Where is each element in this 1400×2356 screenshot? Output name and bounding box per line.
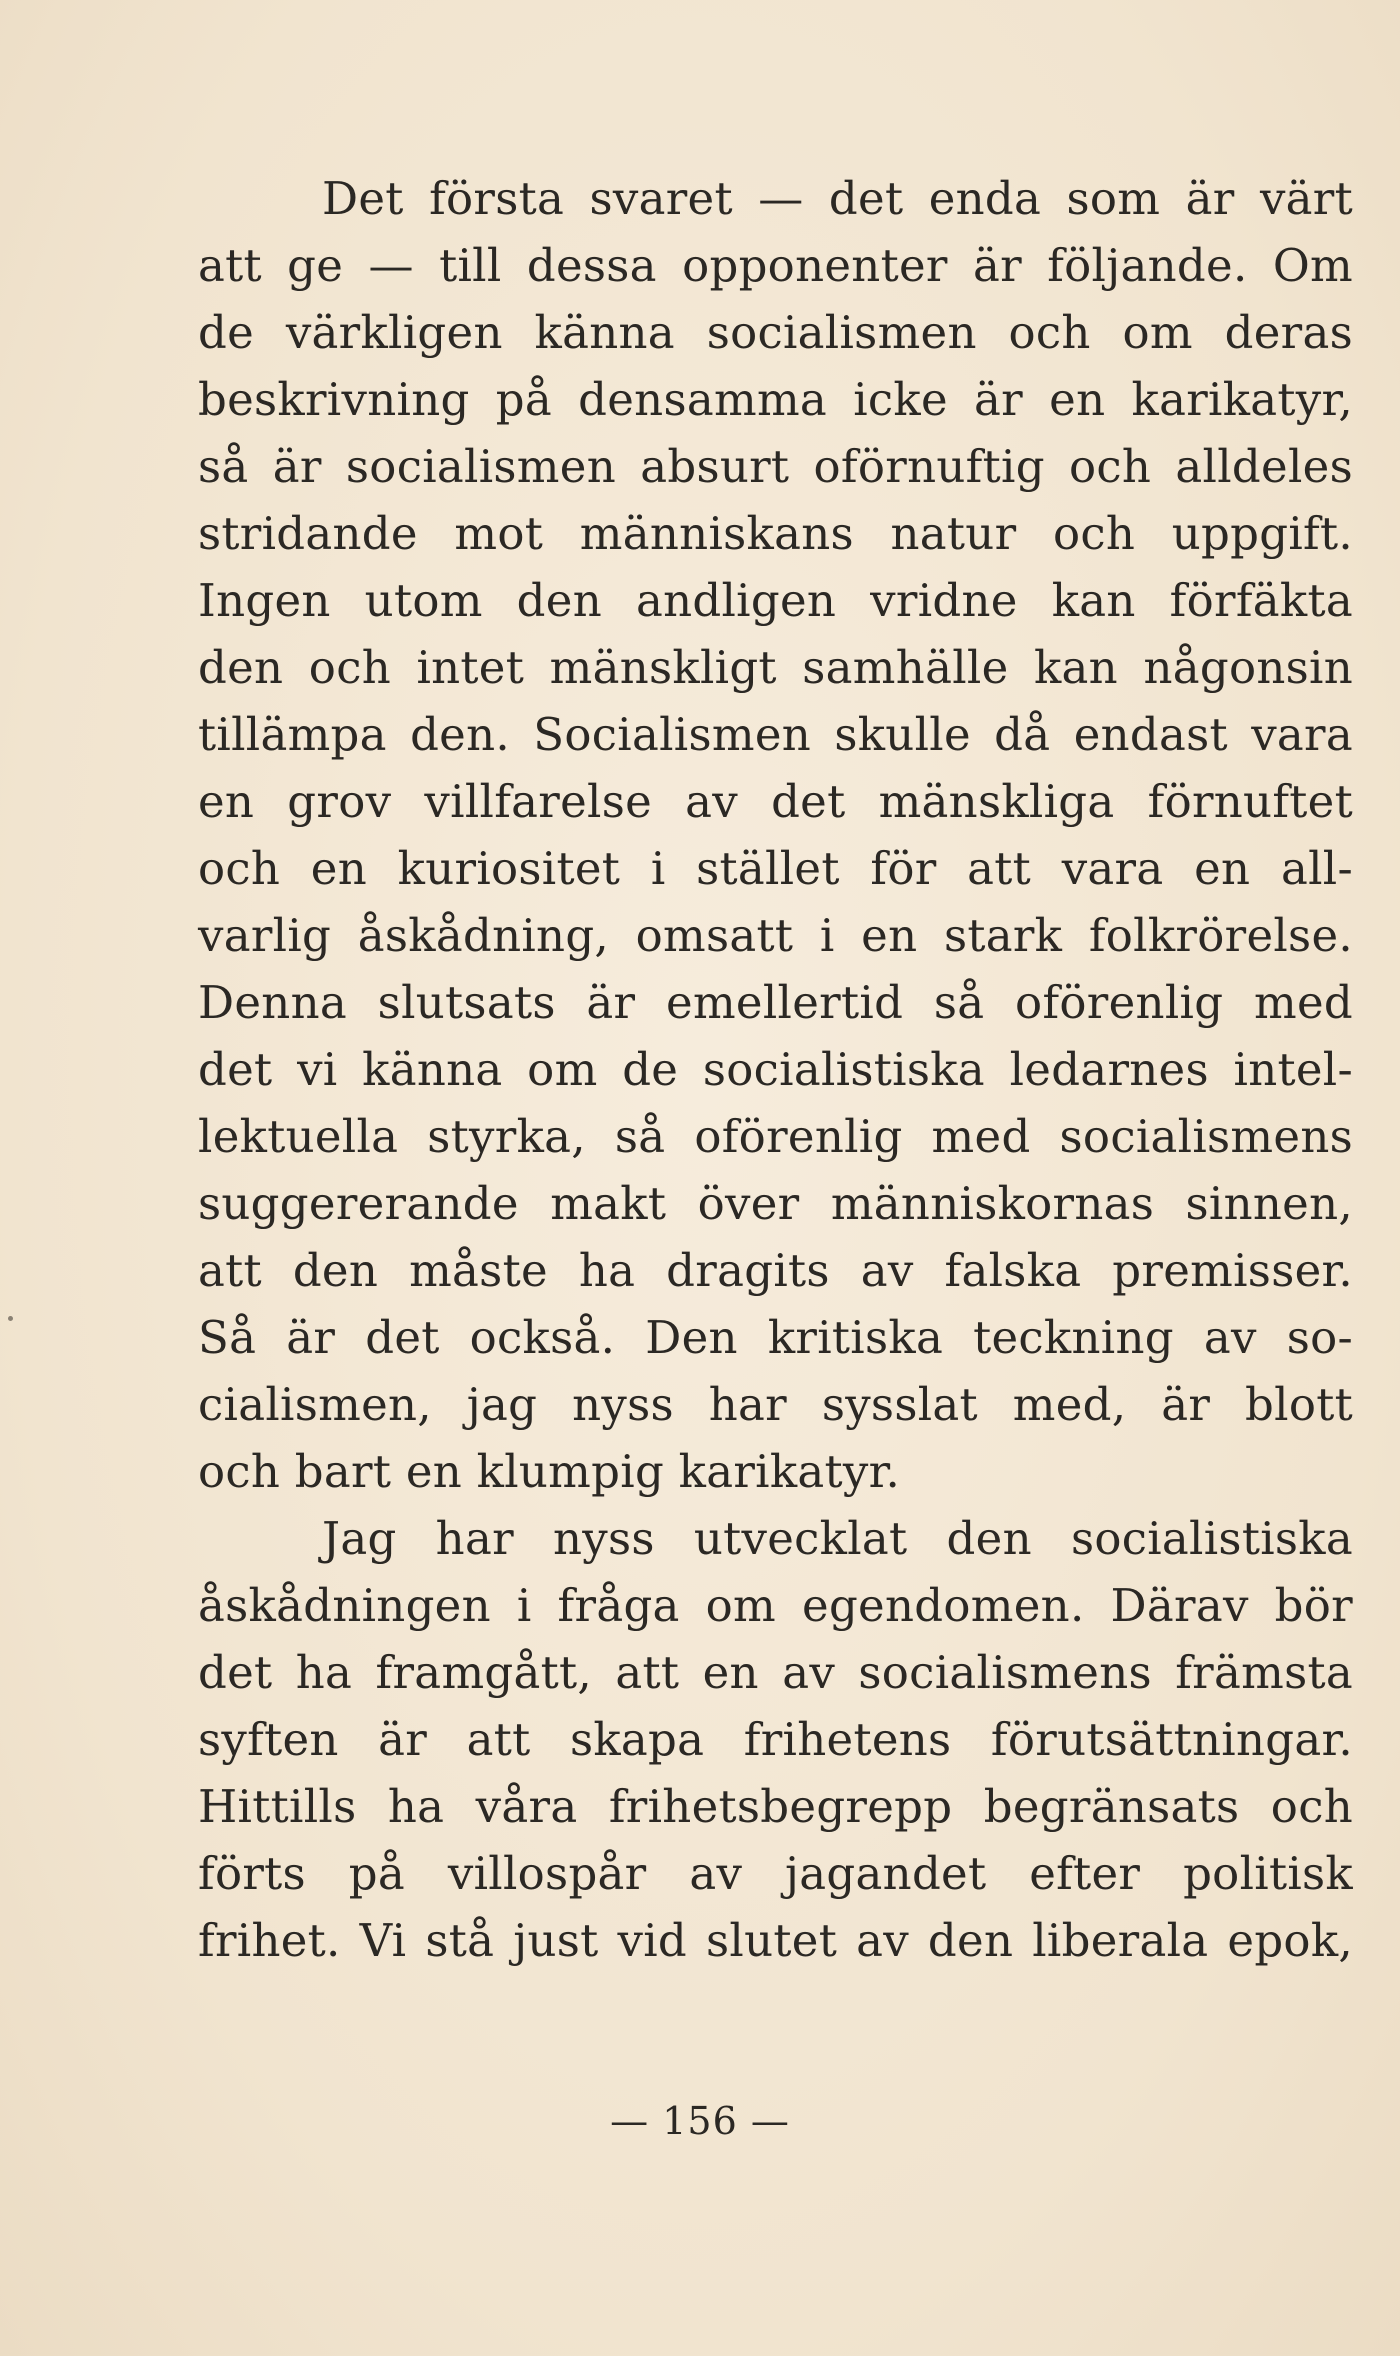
text-line: Hittills ha våra frihetsbegrepp begränsats och bbox=[198, 1780, 1353, 1833]
text-line: Ingen utom den andligen vridne kan förfäkta bbox=[198, 574, 1353, 627]
text-line: tillämpa den. Socialismen skulle då endast vara bbox=[198, 708, 1353, 761]
text-line: suggererande makt över människornas sinnen, bbox=[198, 1177, 1353, 1230]
text-line: syften är att skapa frihetens förutsättningar. bbox=[198, 1713, 1353, 1766]
text-line: Det första svaret — det enda som är värt bbox=[322, 172, 1353, 225]
text-line: att den måste ha dragits av falska premisser. bbox=[198, 1244, 1353, 1297]
text-line: den och intet mänskligt samhälle kan någonsin bbox=[198, 641, 1353, 694]
text-line: så är socialismen absurt oförnuftig och alldeles bbox=[198, 440, 1353, 493]
text-line: stridande mot människans natur och uppgift. bbox=[198, 507, 1353, 560]
text-line: och en kuriositet i stället för att vara en all- bbox=[198, 842, 1353, 895]
text-line: lektuella styrka, så oförenlig med socialismens bbox=[198, 1110, 1353, 1163]
body-text bbox=[198, 165, 1353, 1974]
text-line: Så är det också. Den kritiska teckning av so- bbox=[198, 1311, 1353, 1364]
page-number: — 156 — bbox=[610, 2099, 790, 2143]
text-line: Jag har nyss utvecklat den socialistiska bbox=[322, 1512, 1353, 1565]
text-line: åskådningen i fråga om egendomen. Därav bör bbox=[198, 1579, 1353, 1632]
text-line: och bart en klumpig karikatyr. bbox=[198, 1445, 901, 1498]
text-line: varlig åskådning, omsatt i en stark folkrörelse. bbox=[198, 909, 1353, 962]
text-line: det vi känna om de socialistiska ledarnes intel- bbox=[198, 1043, 1353, 1096]
text-line: en grov villfarelse av det mänskliga förnuftet bbox=[198, 775, 1353, 828]
text-line: Denna slutsats är emellertid så oförenlig med bbox=[198, 976, 1353, 1029]
text-line: det ha framgått, att en av socialismens främsta bbox=[198, 1646, 1353, 1699]
paper-speck bbox=[8, 1316, 13, 1321]
text-line: beskrivning på densamma icke är en karikatyr, bbox=[198, 373, 1353, 426]
text-line: att ge — till dessa opponenter är följande. Om bbox=[198, 239, 1353, 292]
text-line: cialismen, jag nyss har sysslat med, är blott bbox=[198, 1378, 1353, 1431]
text-line: de värkligen känna socialismen och om deras bbox=[198, 306, 1353, 359]
text-line: frihet. Vi stå just vid slutet av den liberala epok, bbox=[198, 1914, 1353, 1967]
text-line: förts på villospår av jagandet efter politisk bbox=[198, 1847, 1353, 1900]
